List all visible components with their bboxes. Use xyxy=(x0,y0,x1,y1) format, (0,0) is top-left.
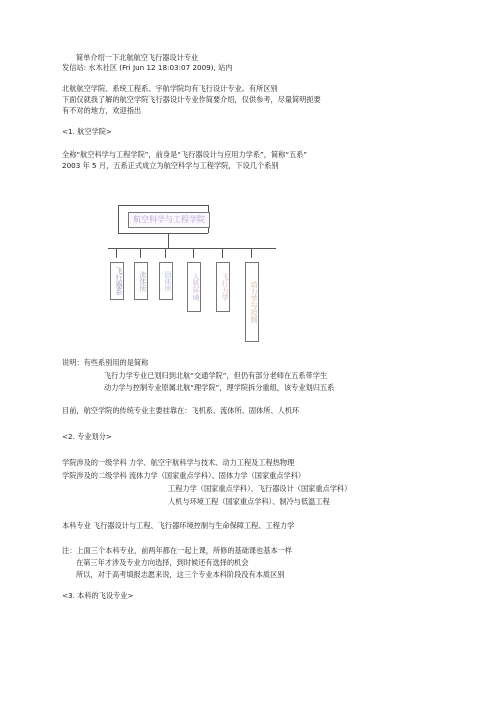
page-title: 简单介绍一下北航航空飞行器设计专业 xyxy=(76,53,199,62)
note-line-2: 动力学与控制专业原属北航“理学院”，理学院拆分重组，该专业划归五系 xyxy=(104,383,335,392)
tree-connector xyxy=(118,205,208,206)
tree-connector xyxy=(193,248,194,258)
tree-node-aircraft-dept: 飞行器系 xyxy=(110,262,124,300)
section-1-para-3: 目前，航空学院的传统专业主要挂靠在：飞机系、流体所、固体所、人机环 xyxy=(62,406,300,415)
section-1-para-1: 全称“航空科学与工程学院”，前身是“飞行器设计与应用力学系”，简称“五系” xyxy=(62,150,308,159)
tree-connector xyxy=(168,234,169,248)
post-meta: 发信站: 水木社区 (Fri Jun 12 18:03:07 2009), 站内 xyxy=(62,63,233,72)
tree-connector xyxy=(165,248,166,258)
section-2-heading: <2. 专业划分> xyxy=(62,432,112,441)
note2-line-1: 注：上面三个本科专业，前两年都在一起上课，所修的基础课也基本一样 xyxy=(62,546,293,555)
tree-connector xyxy=(118,205,119,233)
tree-node-flight-mech: 飞行力学 xyxy=(216,262,230,312)
tree-root: 航空科学与工程学院 xyxy=(128,212,210,228)
note-line-1: 飞行力学专业已划归到北航“交通学院”，但仍有部分老师在五系带学生 xyxy=(104,371,328,380)
tree-connector xyxy=(118,233,208,234)
discipline-line-2: 学院涉及的二级学科 流体力学（国家重点学科）、固体力学（国家重点学科） xyxy=(62,471,306,480)
discipline-line-3: 工程力学（国家重点学科）、飞行器设计（国家重点学科） xyxy=(168,484,352,493)
tree-node-human-env: 人机环境 xyxy=(187,262,201,312)
intro-line-2: 下面仅就我了解的航空学院飞行器设计专业作简要介绍，仅供参考，尽量简明扼要 xyxy=(62,95,321,104)
intro-line-3: 有不对的地方，欢迎指出 xyxy=(62,106,142,115)
tree-connector xyxy=(140,248,141,258)
tree-node-dynamics-control: 动力学与控制 xyxy=(245,262,259,342)
tree-connector xyxy=(251,248,252,258)
section-3-heading: <3. 本科的飞设专业> xyxy=(62,591,134,600)
section-1-para-2: 2003 年 5 月，五系正式成立为航空科学与工程学院，下设几个系别 xyxy=(62,161,279,170)
tree-connector xyxy=(222,248,223,258)
section-1-heading: <1. 航空学院> xyxy=(62,127,112,136)
tree-node-solid-inst: 固体所 xyxy=(159,262,173,300)
tree-connector xyxy=(116,248,117,258)
tree-node-fluid-inst: 流体所 xyxy=(134,262,148,300)
note2-line-3: 所以，对于高考填报志愿来说，这三个专业本科阶段没有本质区别 xyxy=(76,570,285,579)
note-title: 说明：有些系别用的是简称 xyxy=(62,358,149,367)
undergrad-majors: 本科专业 飞行器设计与工程、飞行器环境控制与生命保障工程、工程力学 xyxy=(62,521,295,530)
note2-line-2: 在第三年才涉及专业方向选择，到时候还有选择的机会 xyxy=(76,558,249,567)
intro-line-1: 北航航空学院、系统工程系、宇航学院均有飞行设计专业。有所区别 xyxy=(62,84,278,93)
discipline-line-1: 学院涉及的一级学科 力学、航空宇航科学与技术、动力工程及工程热物理 xyxy=(62,458,295,467)
discipline-line-4: 人机与环境工程（国家重点学科）、制冷与低温工程 xyxy=(168,497,330,506)
